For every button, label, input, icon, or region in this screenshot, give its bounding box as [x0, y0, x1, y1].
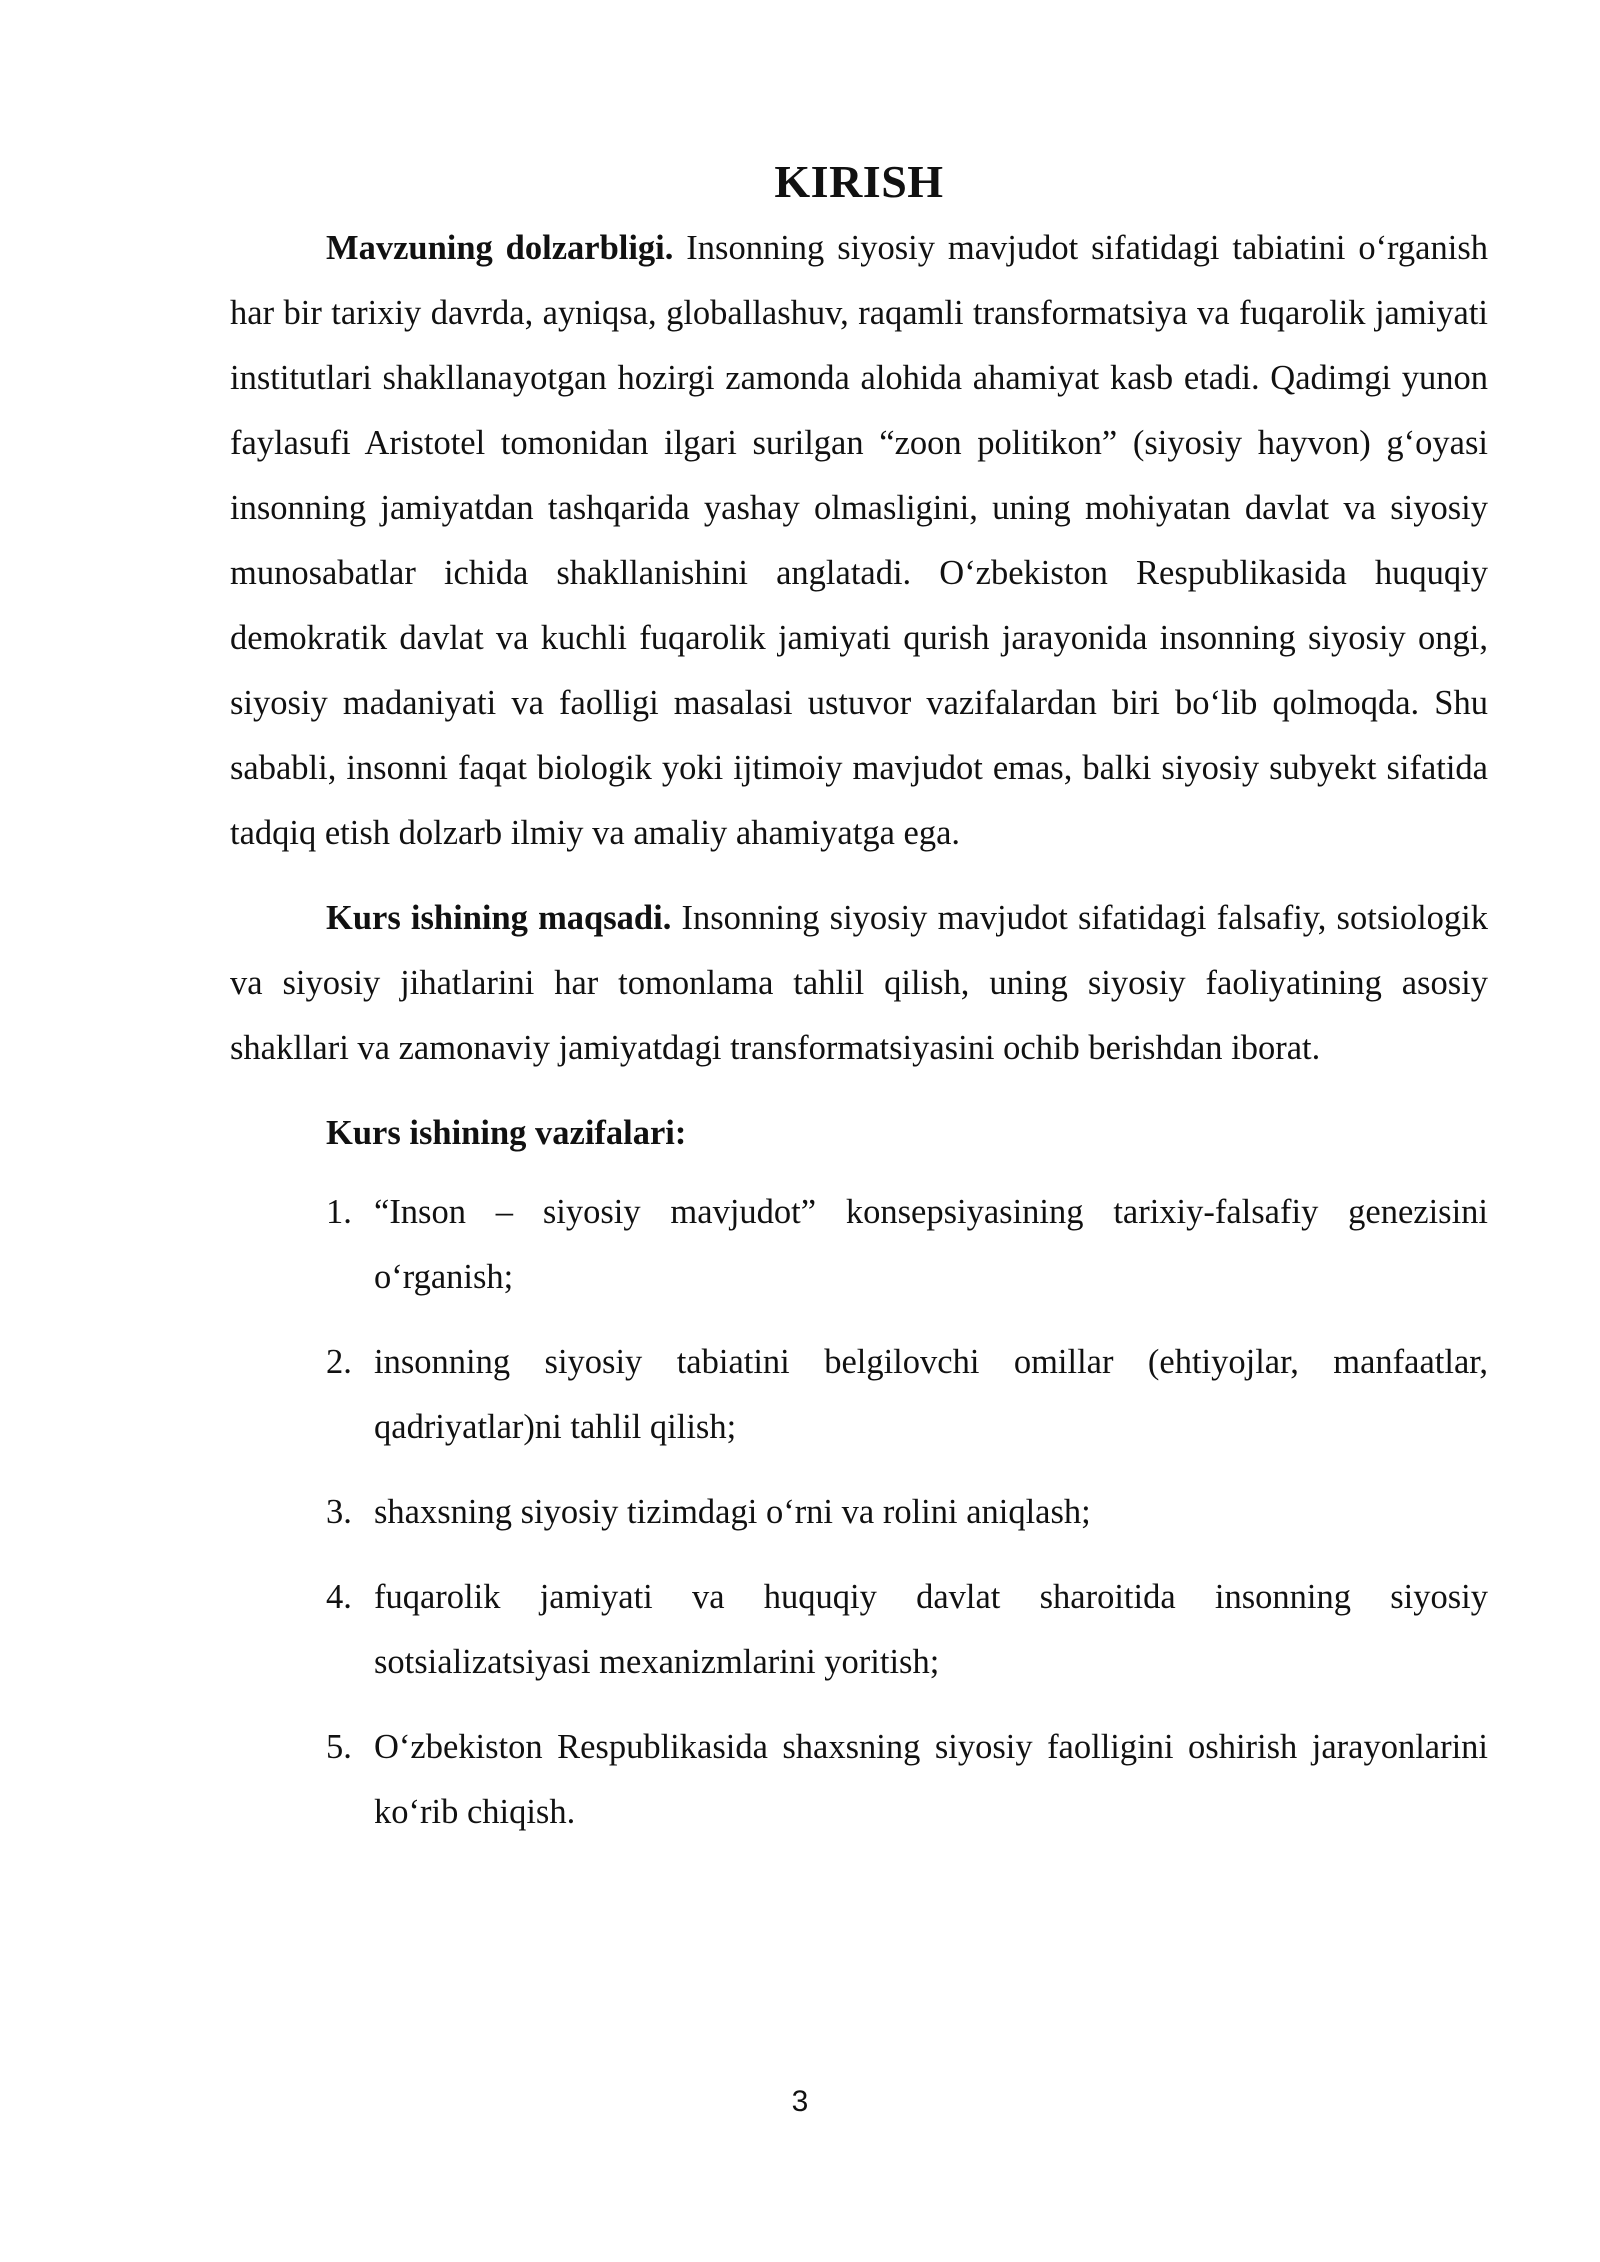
goal-paragraph: [230, 886, 1488, 1081]
tasks-list: [230, 1180, 1488, 1845]
page-title: KIRISH: [774, 156, 944, 207]
relevance-text: Insonning siyosiy mavjudot sifatidagi tabiatini o‘rganish har bir tarixiy davrda, ayniqsa, globallashuv, raqamli transformatsiya va fuqarolik jamiyati institutlari shakllanayotgan hozirgi zamonda alohida ahamiyat kasb etadi. Qadimgi yunon faylasufi Aristotel tomonidan ilgari surilgan “zoon politikon” (siyosiy hayvon) g‘oyasi insonning jamiyatdan tashqarida yashay olmasligini, uning mohiyatan davlat va siyosiy munosabatlar ichida shakllanishini anglatadi. O‘zbekiston Respublikasida huquqiy demokratik davlat va kuchli fuqarolik jamiyati qurish jarayonida insonning siyosiy ongi, siyosiy madaniyati va faolligi masalasi ustuvor vazifalardan biri bo‘lib qolmoqda. Shu sababli, insonni faqat biologik yoki ijtimoiy mavjudot emas, balki siyosiy subyekt sifatida tadqiq etish dolzarb ilmiy va amaliy ahamiyatga ega.: [230, 229, 1488, 852]
list-item-number: 5.: [326, 1728, 352, 1766]
relevance-paragraph: [230, 216, 1488, 866]
list-item: [230, 1565, 1488, 1695]
goal-text: Insonning siyosiy mavjudot sifatidagi falsafiy, sotsiologik va siyosiy jihatlarini har tomonlama tahlil qilish, uning siyosiy faoliyatining asosiy shakllari va zamonaviy jamiyatdagi transformatsiyasini ochib berishdan iborat.: [230, 899, 1489, 1067]
goal-heading: Kurs ishining maqsadi.: [326, 899, 672, 937]
tasks-heading: Kurs ishining vazifalari:: [326, 1114, 687, 1152]
list-item-text: shaxsning siyosiy tizimdagi o‘rni va rolini aniqlash;: [374, 1493, 1091, 1531]
list-item-number: 1.: [326, 1193, 352, 1231]
list-item: [230, 1715, 1488, 1845]
relevance-heading: Mavzuning dolzarbligi.: [326, 229, 674, 267]
list-item-number: 3.: [326, 1493, 352, 1531]
page-number: 3: [791, 2085, 809, 2118]
page-content: [230, 152, 1488, 1865]
list-item: [230, 1480, 1488, 1545]
list-item-text: fuqarolik jamiyati va huquqiy davlat sharoitida insonning siyosiy sotsializatsiyasi mexanizmlarini yoritish;: [374, 1578, 1488, 1681]
list-item-text: O‘zbekiston Respublikasida shaxsning siyosiy faolligini oshirish jarayonlarini ko‘rib chiqish.: [374, 1728, 1488, 1831]
list-item-number: 2.: [326, 1343, 352, 1381]
list-item: [230, 1180, 1488, 1310]
list-item-number: 4.: [326, 1578, 352, 1616]
list-item-text: “Inson – siyosiy mavjudot” konsepsiyasining tarixiy-falsafiy genezisini o‘rganish;: [374, 1193, 1488, 1296]
list-item: [230, 1330, 1488, 1460]
list-item-text: insonning siyosiy tabiatini belgilovchi omillar (ehtiyojlar, manfaatlar, qadriyatlar)ni tahlil qilish;: [374, 1343, 1488, 1446]
